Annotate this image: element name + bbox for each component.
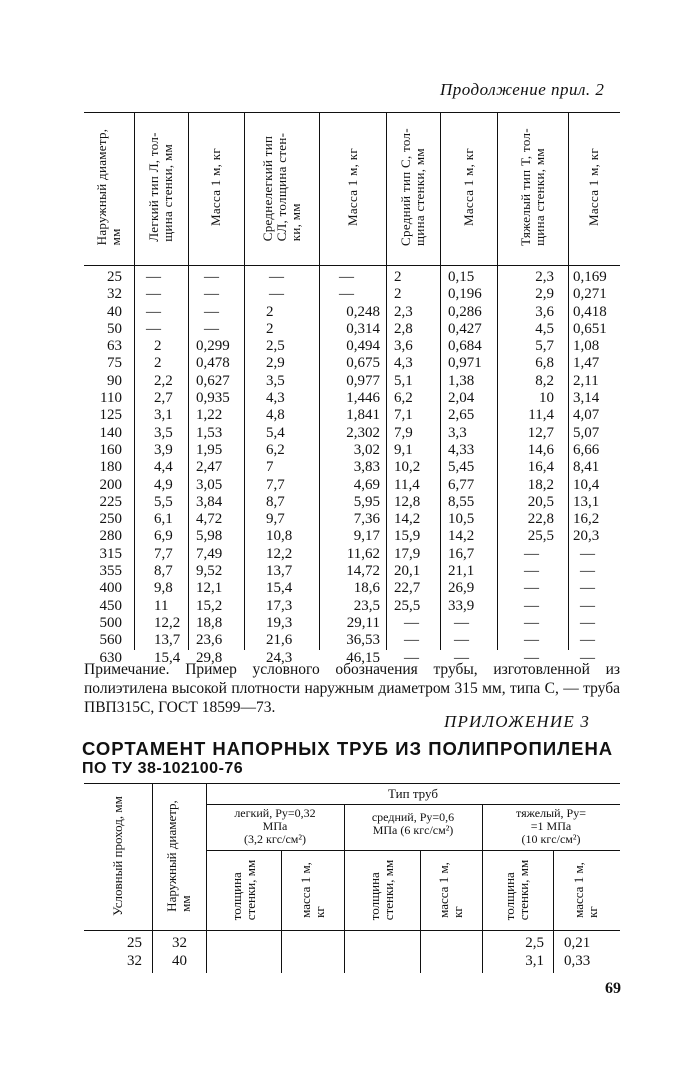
table-cell: — — [146, 286, 161, 303]
table-cell: — — [339, 269, 354, 285]
table-cell: 0,684 — [448, 338, 482, 355]
table-cell: 15,4 — [154, 649, 181, 666]
table-cell: 21,6 — [266, 632, 293, 649]
table-row — [84, 632, 620, 649]
table-cell: 2 — [266, 303, 274, 320]
table-cell: 7,7 — [266, 476, 285, 493]
continuation-label: Продолжение прил. 2 — [440, 80, 605, 99]
table-cell: 16,4 — [527, 459, 554, 476]
table-row — [84, 286, 620, 303]
table-cell: — — [524, 614, 539, 631]
table-cell: 13,7 — [266, 563, 293, 580]
sub-medium-wall: толщина стенки, мм — [367, 859, 396, 921]
table-row — [84, 598, 620, 615]
table-cell: 7,9 — [394, 424, 413, 441]
table-cell: 4,9 — [154, 476, 173, 493]
table-row — [84, 528, 620, 545]
header-light-mass: Масса 1 м, кг — [208, 147, 223, 227]
sub-heavy-wall: толщина стенки, мм — [502, 859, 531, 921]
table-cell: 2,5 — [266, 338, 285, 355]
group-heavy: тяжелый, Pу= =1 МПа (10 кгс/см²) — [516, 806, 586, 846]
table-cell: 25,5 — [394, 597, 421, 614]
table-cell: 63 — [107, 338, 122, 355]
table-cell: 0,169 — [573, 269, 607, 285]
table-cell: 1,95 — [196, 441, 223, 458]
table-row — [84, 580, 620, 597]
table-cell: 3,02 — [353, 441, 380, 458]
table-cell: 0,286 — [448, 303, 482, 320]
table-cell: 3,84 — [196, 493, 223, 510]
table-cell: 3,14 — [573, 390, 600, 407]
table-cell: 9,52 — [196, 563, 223, 580]
table-cell: 6,8 — [535, 355, 554, 372]
table-cell: 3,5 — [266, 372, 285, 389]
table-cell: 3,6 — [394, 338, 413, 355]
table-cell: 2,302 — [346, 424, 380, 441]
table-cell: 18,2 — [527, 476, 554, 493]
table-cell: — — [580, 545, 595, 562]
table-cell: — — [146, 320, 161, 337]
table-row — [84, 269, 620, 286]
table-cell: 400 — [99, 580, 122, 597]
table-cell: 0,299 — [196, 338, 230, 355]
table-cell: 1,841 — [346, 407, 380, 424]
header-pipe-type: Тип труб — [388, 786, 438, 801]
table-cell: 125 — [99, 407, 122, 424]
table-cell: 12,1 — [196, 580, 223, 597]
table-cell: — — [204, 269, 219, 285]
table-cell: 3,1 — [525, 953, 544, 969]
table-row — [84, 442, 620, 459]
table-cell: 2,8 — [394, 320, 413, 337]
table-cell: 13,7 — [154, 632, 181, 649]
table-row — [84, 477, 620, 494]
sub-heavy-mass: масса 1 м, кг — [571, 862, 600, 918]
table-cell: 0,478 — [196, 355, 230, 372]
table-row — [84, 511, 620, 528]
table-cell: 7,1 — [394, 407, 413, 424]
table-cell: 0,651 — [573, 320, 607, 337]
table-cell: 2,2 — [154, 372, 173, 389]
table-cell: 9,7 — [266, 511, 285, 528]
table-cell: 0,418 — [573, 303, 607, 320]
table-cell: 12,7 — [527, 424, 554, 441]
table-cell: — — [524, 632, 539, 649]
header-conditional-passage: Условный проход, мм — [110, 796, 125, 916]
table-cell: 6,77 — [448, 476, 475, 493]
table-cell: 46,15 — [346, 649, 380, 666]
appendix-title: СОРТАМЕНТ НАПОРНЫХ ТРУБ ИЗ ПОЛИПРОПИЛЕНА — [82, 738, 614, 759]
table-cell: — — [204, 303, 219, 320]
table-cell: — — [404, 614, 419, 631]
table-cell: 16,7 — [448, 545, 475, 562]
table-cell: 110 — [100, 390, 122, 407]
table-cell: — — [146, 303, 161, 320]
table-row — [84, 321, 620, 338]
table-cell: 4,5 — [535, 320, 554, 337]
table-cell: 0,494 — [346, 338, 380, 355]
table-cell: — — [454, 632, 469, 649]
table-cell: 2 — [394, 269, 402, 285]
table-cell: 0,15 — [448, 269, 475, 285]
header-medium-mass: Масса 1 м, кг — [460, 147, 476, 227]
table-cell: 2 — [154, 338, 162, 355]
table-cell: 4,3 — [266, 390, 285, 407]
table-cell: — — [524, 545, 539, 562]
table-cell: 8,7 — [154, 563, 173, 580]
table-cell: 14,2 — [448, 528, 475, 545]
table-cell: 36,53 — [346, 632, 380, 649]
table-row — [84, 338, 620, 355]
table-cell: 3,05 — [196, 476, 223, 493]
table-cell: 11,62 — [346, 545, 380, 562]
table-cell: 1,22 — [196, 407, 223, 424]
table-cell: 0,21 — [564, 935, 591, 951]
table-cell: 140 — [99, 424, 122, 441]
table-cell: 9,1 — [394, 441, 413, 458]
table-cell: 2,47 — [196, 459, 223, 476]
group-medium: средний, Pу=0,6 МПа (6 кгс/см²) — [371, 810, 455, 837]
table-cell: 6,1 — [154, 511, 173, 528]
table-cell: 5,5 — [154, 493, 173, 510]
table-cell: 50 — [107, 320, 122, 337]
table-cell: 4,07 — [573, 407, 600, 424]
table-cell: 5,98 — [196, 528, 223, 545]
sub-medium-mass: масса 1 м, кг — [436, 862, 465, 918]
sub-light-wall: толщина стенки, мм — [229, 859, 258, 921]
table-cell: 14,2 — [394, 511, 421, 528]
table-row — [84, 563, 620, 580]
table-cell: 4,4 — [154, 459, 173, 476]
table-cell: 10 — [539, 390, 554, 407]
table-cell: 10,2 — [394, 459, 421, 476]
header-mediumlight-wall: Среднелегкий тип СЛ, толщина стен- ки, мм — [259, 132, 303, 242]
table-cell: — — [404, 632, 419, 649]
table-cell: 7,7 — [154, 545, 173, 562]
table-cell: 6,2 — [266, 441, 285, 458]
header-light-wall: Легкий тип Л, тол- щина стенки, мм — [146, 132, 175, 242]
table-cell: 20,3 — [573, 528, 600, 545]
table-cell: 9,17 — [353, 528, 380, 545]
table-cell: 26,9 — [448, 580, 475, 597]
table-cell: — — [404, 649, 419, 666]
table-cell: 23,6 — [196, 632, 223, 649]
table-cell: 17,3 — [266, 597, 293, 614]
table-cell: 2,11 — [573, 372, 599, 389]
header-outer-diameter: Наружный диаметр, мм — [164, 800, 193, 912]
table-cell: 10,8 — [266, 528, 293, 545]
table-cell: 40 — [172, 953, 187, 969]
appendix-label: ПРИЛОЖЕНИЕ 3 — [444, 712, 591, 731]
pp-pipe-table — [84, 783, 620, 973]
table-cell: 6,9 — [154, 528, 173, 545]
table-cell: 7 — [266, 459, 274, 476]
table-cell: 0,977 — [346, 372, 380, 389]
table-cell: — — [454, 614, 469, 631]
table-cell: 5,4 — [266, 424, 285, 441]
table-cell: 20,5 — [527, 493, 554, 510]
table-cell: 29,11 — [346, 614, 380, 631]
table-cell: 6,66 — [573, 441, 600, 458]
table-cell: 25 — [127, 935, 142, 951]
table-cell: 32 — [127, 953, 142, 969]
table-row — [84, 355, 620, 372]
table-cell: 10,4 — [573, 476, 600, 493]
table-cell: 19,3 — [266, 614, 293, 631]
table-cell: 0,675 — [346, 355, 380, 372]
table-cell: 2,3 — [394, 303, 413, 320]
table-cell: 5,1 — [394, 372, 413, 389]
table-cell: 7,49 — [196, 545, 223, 562]
table-cell: 20,1 — [394, 563, 421, 580]
table-row — [84, 546, 620, 563]
table-cell: 315 — [99, 545, 122, 562]
table-cell: 5,45 — [448, 459, 475, 476]
table-cell: 0,314 — [346, 320, 380, 337]
header-medium-wall: Средний тип С, тол- щина стенки, мм — [398, 128, 427, 246]
table-row — [84, 494, 620, 511]
table-row — [84, 615, 620, 632]
table-cell: 1,08 — [573, 338, 600, 355]
table-cell: 500 — [99, 614, 122, 631]
table-cell: — — [580, 649, 595, 666]
table-row — [84, 373, 620, 390]
table-cell: 6,2 — [394, 390, 413, 407]
table-cell: 15,4 — [266, 580, 293, 597]
table-cell: 2,7 — [154, 390, 173, 407]
table-cell: 250 — [99, 511, 122, 528]
table-cell: 0,427 — [448, 320, 482, 337]
table-cell: 15,9 — [394, 528, 421, 545]
table-cell: 11 — [154, 597, 169, 614]
table-cell: 2,04 — [448, 390, 475, 407]
table-cell: 2,9 — [266, 355, 285, 372]
header-heavy-mass: Масса 1 м, кг — [586, 147, 601, 227]
table-cell: 40 — [107, 303, 122, 320]
table-row — [84, 407, 620, 424]
table-cell: 15,2 — [196, 597, 223, 614]
table-row — [84, 459, 620, 476]
table-cell: 24,3 — [266, 649, 293, 666]
table-cell: 3,3 — [448, 424, 467, 441]
table-cell: 25 — [107, 269, 122, 285]
table-cell: — — [580, 632, 595, 649]
table-cell: 1,47 — [573, 355, 600, 372]
table-cell: 450 — [99, 597, 122, 614]
table-cell: 3,9 — [154, 441, 173, 458]
table-cell: 75 — [107, 355, 122, 372]
header-outer-diameter: Наружный диаметр, мм — [94, 128, 123, 246]
table-cell: 14,6 — [527, 441, 554, 458]
table-cell: 280 — [99, 528, 122, 545]
table-cell: — — [524, 597, 539, 614]
table-body — [84, 269, 620, 667]
header-mediumlight-mass: Масса 1 м, кг — [344, 147, 360, 227]
table-cell: — — [269, 286, 284, 303]
appendix-subtitle: ПО ТУ 38-102100-76 — [82, 760, 244, 777]
table-row — [84, 390, 620, 407]
table-cell: 0,935 — [196, 390, 230, 407]
table-cell: 7,36 — [353, 511, 380, 528]
table-cell: 4,69 — [353, 476, 380, 493]
table-cell: — — [204, 320, 219, 337]
table-cell: 0,196 — [448, 286, 482, 303]
table-row — [84, 425, 620, 442]
table-cell: 4,3 — [394, 355, 413, 372]
table-cell: 29,8 — [196, 649, 223, 666]
table-cell: 200 — [99, 476, 122, 493]
table-cell: 13,1 — [573, 493, 600, 510]
table-cell: 630 — [99, 649, 122, 666]
table-cell: 5,7 — [535, 338, 554, 355]
table-cell: 23,5 — [353, 597, 380, 614]
table-cell: 2 — [266, 320, 274, 337]
table-cell: — — [524, 580, 539, 597]
table-cell: — — [204, 286, 219, 303]
table-cell: 3,1 — [154, 407, 173, 424]
sub-light-mass: масса 1 м, кг — [298, 862, 327, 918]
table-cell: 1,446 — [346, 390, 380, 407]
table-cell: 8,55 — [448, 493, 475, 510]
table-cell: — — [524, 649, 539, 666]
table-cell: 5,07 — [573, 424, 600, 441]
table-cell: — — [146, 269, 161, 285]
table-cell: 4,33 — [448, 441, 475, 458]
table-cell: 10,5 — [448, 511, 475, 528]
table-cell: 18,8 — [196, 614, 223, 631]
table-note: Примечание. Пример условного обозначения трубы, изготовленной из полиэтилена высокой плотности наружным диаметром 315 мм, типа С, — труба ПВП315С, ГОСТ 18599—73. — [84, 661, 620, 716]
table-cell: 0,33 — [564, 953, 591, 969]
table-cell: 1,38 — [448, 372, 475, 389]
table-cell: — — [580, 563, 595, 580]
table-cell: 0,971 — [448, 355, 482, 372]
table-cell: 25,5 — [527, 528, 554, 545]
page-number: 69 — [605, 980, 621, 997]
table-cell: 0,271 — [573, 286, 607, 303]
table-cell: 21,1 — [448, 563, 475, 580]
table-cell: 4,8 — [266, 407, 285, 424]
table-row — [84, 304, 620, 321]
table-cell: 9,8 — [154, 580, 173, 597]
table-cell: 5,95 — [353, 493, 380, 510]
table-cell: 2,65 — [448, 407, 475, 424]
table-cell: 22,7 — [394, 580, 421, 597]
table-cell: 0,627 — [196, 372, 230, 389]
table-cell: 8,2 — [535, 372, 554, 389]
table-cell: 17,9 — [394, 545, 421, 562]
table-cell: — — [524, 563, 539, 580]
table-cell: 560 — [99, 632, 122, 649]
table-cell: 33,9 — [448, 597, 475, 614]
table-cell: 11,4 — [394, 476, 420, 493]
table-cell: 2,9 — [535, 286, 554, 303]
table-cell: 22,8 — [527, 511, 554, 528]
table-cell: 3,6 — [535, 303, 554, 320]
table-cell: 0,248 — [346, 303, 380, 320]
table-cell: 1,53 — [196, 424, 223, 441]
group-light: легкий, Pу=0,32 МПа (3,2 кгс/см²) — [234, 806, 316, 846]
table-cell: 32 — [172, 935, 187, 951]
table-cell: 14,72 — [346, 563, 380, 580]
table-cell: 180 — [99, 459, 122, 476]
table-cell: — — [580, 614, 595, 631]
table-cell: 32 — [107, 286, 122, 303]
table-cell: 8,41 — [573, 459, 600, 476]
table-cell: 11,4 — [528, 407, 554, 424]
table-cell: — — [454, 649, 469, 666]
header-heavy-wall: Тяжелый тип Т, тол- щина стенки, мм — [517, 128, 547, 246]
table-cell: 90 — [107, 372, 122, 389]
table-cell: 3,5 — [154, 424, 173, 441]
table-cell: 4,72 — [196, 511, 223, 528]
table-cell: 2 — [394, 286, 402, 303]
table-cell: 160 — [99, 441, 122, 458]
table-cell: 12,8 — [394, 493, 421, 510]
table-cell: 12,2 — [266, 545, 293, 562]
table-cell: 18,6 — [353, 580, 380, 597]
table-cell: 2,5 — [525, 935, 544, 951]
table-cell: — — [580, 580, 595, 597]
table-cell: — — [269, 269, 284, 285]
table-cell: 355 — [99, 563, 122, 580]
table-cell: — — [580, 597, 595, 614]
table-cell: 16,2 — [573, 511, 600, 528]
table-cell: 3,83 — [353, 459, 380, 476]
table-cell: 225 — [99, 493, 122, 510]
table-cell: 8,7 — [266, 493, 285, 510]
table-cell: — — [339, 286, 354, 303]
table-cell: 2 — [154, 355, 162, 372]
table-cell: 2,3 — [535, 269, 554, 285]
table-cell: 12,2 — [154, 614, 181, 631]
